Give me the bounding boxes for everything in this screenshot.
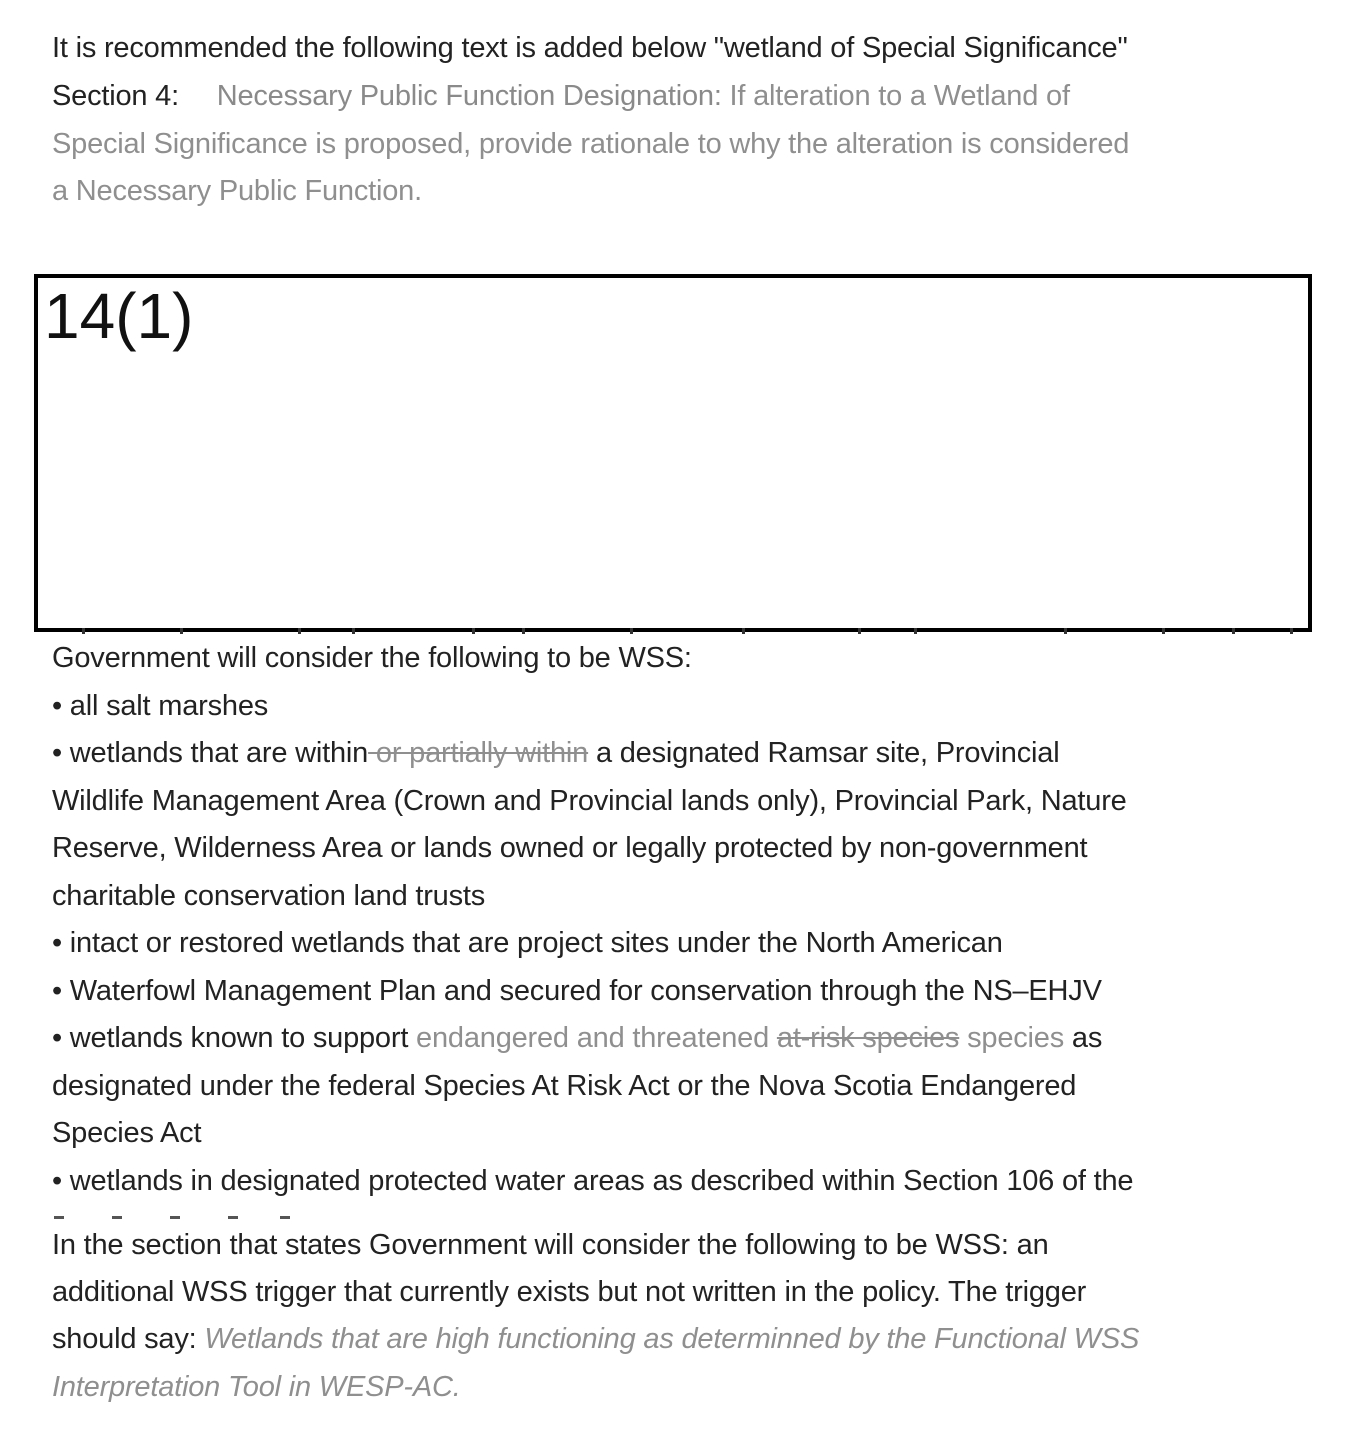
wss-heading: Government will consider the following to be WSS:: [52, 642, 692, 674]
section-label: Section 4:: [52, 80, 179, 112]
struck-text: at-risk species: [776, 1022, 960, 1054]
trigger-text: Wetlands that are high functioning as determinned by the Functional WSS: [204, 1323, 1140, 1355]
annotation-box: [34, 274, 1312, 632]
section-text-2: Special Significance is proposed, provide rationale to why the alteration is considered: [52, 128, 1130, 160]
wss-bullet-endangered-line-2: designated under the federal Species At Risk Act or the Nova Scotia Endangered: [52, 1070, 1077, 1102]
wss-bullet-endangered: • wetlands known to support endangered and threatened at-risk species species as: [52, 1022, 1103, 1054]
wss-bullet-waterfowl: • Waterfowl Management Plan and secured for conservation through the NS–EHJV: [52, 975, 1102, 1007]
closing-line-1: In the section that states Government will consider the following to be WSS: an: [52, 1229, 1049, 1261]
trigger-text-line-2: Interpretation Tool in WESP-AC.: [52, 1371, 461, 1403]
closing-line-3: should say: Wetlands that are high functioning as determinned by the Functional WSS: [52, 1323, 1140, 1355]
wss-bullet-ramsar-line-3: Reserve, Wilderness Area or lands owned or legally protected by non-government: [52, 832, 1088, 864]
box-label: 14(1): [44, 280, 194, 352]
struck-text: or partially within: [368, 737, 589, 769]
wss-bullet-salt-marshes: • all salt marshes: [52, 690, 269, 722]
section-text-1: If alteration to a Wetland of: [729, 80, 1070, 112]
wss-bullet-endangered-line-3: Species Act: [52, 1117, 202, 1149]
section-4-line: [52, 73, 1070, 120]
section-title: Necessary Public Function Designation:: [216, 80, 722, 112]
intro-line-1: It is recommended the following text is added below "wetland of Special Significance": [52, 32, 1128, 64]
wss-bullet-restored: • intact or restored wetlands that are project sites under the North American: [52, 927, 1003, 959]
wss-bullet-ramsar-line-4: charitable conservation land trusts: [52, 880, 486, 912]
wss-bullet-ramsar: • wetlands that are within or partially within a designated Ramsar site, Provincial: [52, 737, 1060, 769]
wss-bullet-protected-water: • wetlands in designated protected water areas as described within Section 106 of the: [52, 1165, 1134, 1197]
wss-bullet-ramsar-line-2: Wildlife Management Area (Crown and Provincial lands only), Provincial Park, Nature: [52, 785, 1127, 817]
section-text-3: a Necessary Public Function.: [52, 175, 422, 207]
closing-line-2: additional WSS trigger that currently exists but not written in the policy. The trigger: [52, 1276, 1087, 1308]
